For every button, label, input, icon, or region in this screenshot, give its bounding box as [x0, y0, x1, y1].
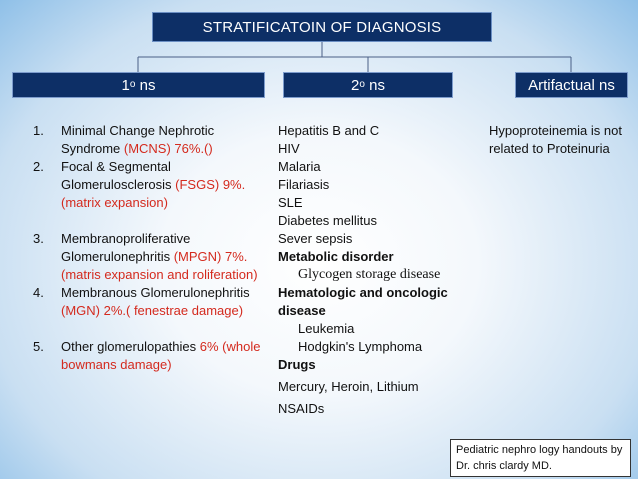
spacer — [33, 212, 273, 230]
secondary-item: Diabetes mellitus — [278, 213, 377, 228]
item-text: Membranoproliferative Glomerulonephritis — [61, 231, 191, 264]
hemato-item: Hodgkin's Lymphoma — [298, 339, 423, 354]
diagram-title-text: STRATIFICATOIN OF DIAGNOSIS — [202, 18, 442, 36]
item-highlight: (FSGS) 9%. (matrix expansion) — [61, 177, 246, 210]
primary-item-4 — [33, 284, 273, 320]
secondary-list — [278, 122, 488, 418]
secondary-num: 2 — [351, 76, 360, 94]
secondary-item: Filariasis — [278, 177, 330, 192]
primary-item-5 — [33, 338, 273, 374]
secondary-item: Sever sepsis — [278, 231, 353, 246]
item-highlight: 6% (whole bowmans damage) — [61, 339, 261, 372]
item-text: Other glomerulopathies — [61, 339, 200, 354]
list-number: 5. — [33, 339, 44, 354]
artifactual-text: Hypoproteinemia is not related to Proteinuria — [489, 123, 622, 156]
drugs-heading: Drugs — [278, 357, 316, 372]
category-artifactual-ns — [515, 72, 628, 98]
primary-suffix: ns — [135, 76, 156, 94]
primary-item-3 — [33, 230, 273, 284]
secondary-item: Hepatitis B and C — [278, 123, 380, 138]
list-number: 2. — [33, 159, 44, 174]
metabolic-item: Glycogen storage disease — [298, 267, 441, 282]
primary-item-1 — [33, 122, 273, 158]
item-text: Membranous Glomerulonephritis — [61, 285, 250, 300]
hemato-item: Leukemia — [298, 321, 355, 336]
diagram-title — [152, 12, 492, 42]
item-text: Focal & Segmental Glomerulosclerosis — [61, 159, 176, 192]
secondary-item: SLE — [278, 195, 303, 210]
artifactual-label: Artifactual ns — [528, 76, 615, 94]
item-highlight: (MCNS) 76%.() — [123, 141, 213, 156]
drugs-item: Mercury, Heroin, Lithium — [278, 379, 419, 394]
primary-item-2 — [33, 158, 273, 212]
item-text: Minimal Change Nephrotic Syndrome — [61, 123, 215, 156]
secondary-item: Malaria — [278, 159, 321, 174]
credit-note: Pediatric nephro logy handouts by Dr. chris clardy MD. — [450, 439, 631, 477]
item-highlight: (MGN) 2%.( fenestrae damage) — [61, 303, 244, 318]
drugs-item: NSAIDs — [278, 401, 325, 416]
list-number: 1. — [33, 123, 44, 138]
spacer — [33, 320, 273, 338]
list-number: 4. — [33, 285, 44, 300]
category-primary-ns: 1 o ns — [12, 72, 265, 98]
item-highlight: (MPGN) 7%. (matris expansion and roliferation) — [61, 249, 258, 282]
primary-num: 1 — [121, 76, 130, 94]
list-number: 3. — [33, 231, 44, 246]
secondary-item: HIV — [278, 141, 300, 156]
secondary-suffix: ns — [364, 76, 385, 94]
category-secondary-ns: 2 o ns — [283, 72, 453, 98]
metabolic-heading: Metabolic disorder — [278, 249, 394, 264]
primary-list — [33, 122, 273, 374]
hemato-heading: Hematologic and oncologic disease — [278, 285, 448, 318]
